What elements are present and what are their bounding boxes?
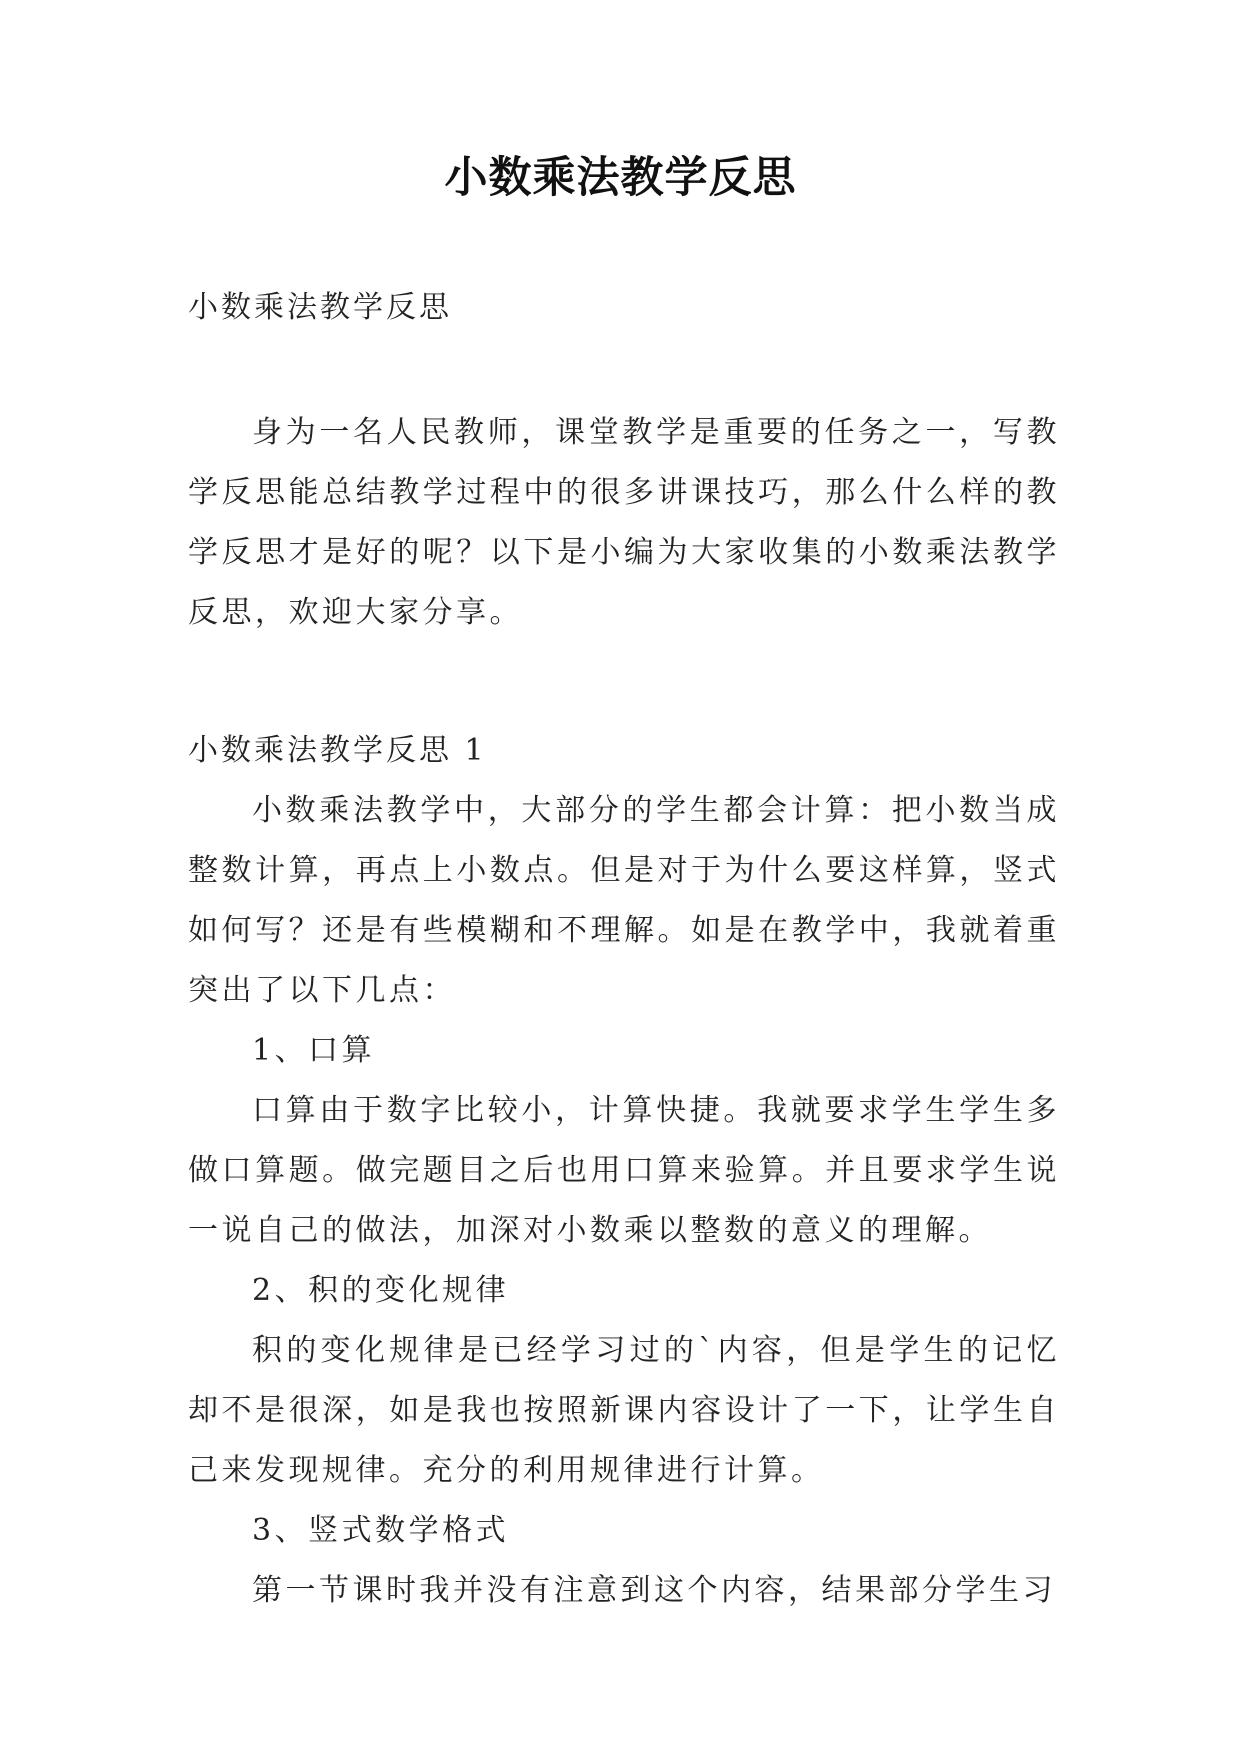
document-title: 小数乘法教学反思 bbox=[444, 153, 797, 203]
body-paragraph: 小数乘法教学中，大部分的学生都会计算：把小数当成整数计算，再点上小数点。但是对于为什么要这样算，竖式如何写？还是有些模糊和不理解。如是在教学中，我就着重突出了以下几点： bbox=[188, 793, 1060, 1008]
document-subtitle: 小数乘法教学反思 bbox=[188, 290, 452, 325]
body-paragraph: 第一节课时我并没有注意到这个内容，结果部分学生习 bbox=[252, 1573, 1056, 1608]
numbered-heading: 1、口算 bbox=[252, 1033, 376, 1068]
numbered-heading: 2、积的变化规律 bbox=[252, 1273, 510, 1308]
body-paragraph: 口算由于数字比较小，计算快捷。我就要求学生学生多做口算题。做完题目之后也用口算来验算。并且要求学生说一说自己的做法，加深对小数乘以整数的意义的理解。 bbox=[188, 1093, 1060, 1248]
body-paragraph: 积的变化规律是已经学习过的`内容，但是学生的记忆却不是很深，如是我也按照新课内容设计了一下，让学生自己来发现规律。充分的利用规律进行计算。 bbox=[188, 1333, 1060, 1488]
intro-paragraph: 身为一名人民教师，课堂教学是重要的任务之一，写教学反思能总结教学过程中的很多讲课技巧，那么什么样的教学反思才是好的呢？以下是小编为大家收集的小数乘法教学反思，欢迎大家分享。 bbox=[188, 415, 1060, 630]
section-heading: 小数乘法教学反思 1 bbox=[188, 733, 487, 768]
numbered-heading: 3、竖式数学格式 bbox=[252, 1513, 510, 1548]
document-body bbox=[188, 288, 1060, 1621]
